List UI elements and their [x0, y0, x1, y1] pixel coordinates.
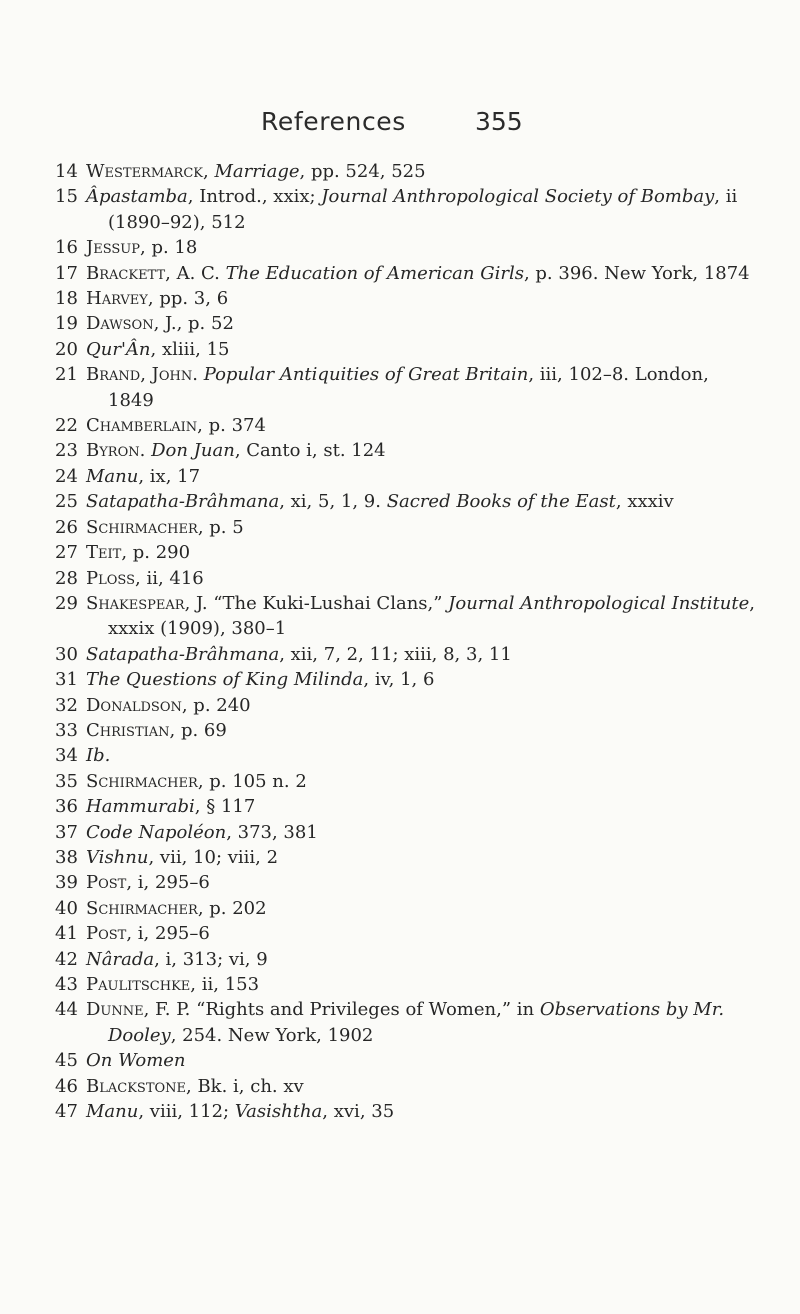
reference-entry: [55, 1048, 755, 1073]
reference-text: [86, 159, 755, 184]
author-name: Teit: [86, 542, 122, 564]
reference-text: [86, 870, 755, 895]
reference-number: 37: [55, 821, 78, 843]
reference-text: [86, 438, 755, 463]
reference-number: 26: [55, 516, 78, 538]
reference-entry: [55, 438, 755, 463]
reference-entry: [55, 413, 755, 438]
reference-text: [86, 997, 755, 1048]
reference-text: [86, 540, 755, 565]
reference-number: 46: [55, 1075, 78, 1097]
reference-number: 19: [55, 313, 78, 335]
citation-detail: , p. 52: [176, 313, 234, 335]
citation-detail: , i, 295–6: [126, 872, 210, 894]
reference-number: 39: [55, 872, 78, 894]
reference-list: [55, 159, 755, 1124]
citation-detail: , pp. 524, 525: [299, 161, 426, 182]
citation-detail: , ix, 17: [138, 465, 201, 487]
author-name: Westermarck: [86, 161, 203, 182]
title-italic: Satapatha-Brâhmana: [86, 643, 280, 665]
reference-entry: [55, 540, 755, 565]
author-name: Schirmacher: [86, 516, 198, 538]
citation-detail: , p. 5: [197, 516, 244, 538]
reference-entry: [55, 743, 755, 768]
citation-detail: , viii, 112;: [138, 1101, 235, 1123]
citation-detail: , xii, 7, 2, 11; xiii, 8, 3, 11: [279, 643, 512, 665]
citation-detail: , p. 69: [169, 719, 227, 741]
citation-detail: , Bk. i, ch. xv: [186, 1075, 304, 1097]
reference-text: [86, 845, 755, 870]
citation-detail: , p. 240: [181, 694, 251, 716]
citation-detail: , pp. 3, 6: [147, 288, 229, 310]
title-italic: Âpastamba: [86, 186, 188, 208]
reference-number: 27: [55, 542, 78, 564]
reference-entry: [55, 667, 755, 692]
citation-detail: , i, 313; vi, 9: [154, 948, 268, 970]
author-name: Jessup: [86, 237, 140, 259]
reference-text: [86, 1074, 755, 1099]
reference-text: [86, 489, 755, 514]
reference-text: [86, 642, 755, 667]
reference-text: [86, 235, 755, 260]
running-title: References: [261, 107, 406, 136]
citation-detail: , p. 105 n. 2: [197, 770, 307, 792]
author-name: Schirmacher: [86, 897, 198, 919]
reference-entry: [55, 311, 755, 336]
title-italic: Vishnu: [86, 846, 149, 868]
reference-text: [86, 947, 755, 972]
reference-number: 47: [55, 1101, 78, 1123]
reference-text: [86, 693, 755, 718]
reference-text: [86, 1099, 755, 1124]
citation-detail: , i, 295–6: [126, 923, 210, 945]
reference-number: 25: [55, 491, 78, 513]
reference-text: [86, 591, 755, 642]
reference-entry: [55, 693, 755, 718]
title-italic: Ib.: [86, 745, 111, 767]
reference-number: 21: [55, 364, 78, 386]
citation-detail: , iii, 102–8. London, 1849: [108, 364, 709, 411]
title-italic: The Education of American Girls: [225, 262, 524, 284]
title-italic: Hammurabi: [86, 796, 195, 818]
reference-text: [86, 337, 755, 362]
author-name: Chamberlain: [86, 415, 198, 437]
reference-number: 22: [55, 415, 78, 437]
reference-number: 45: [55, 1050, 78, 1072]
title-italic: Vasishtha: [234, 1101, 323, 1123]
citation-detail: , vii, 10; viii, 2: [148, 846, 279, 868]
citation-detail: , ii, 153: [190, 974, 260, 995]
reference-text: [86, 1048, 755, 1073]
reference-text: [86, 972, 755, 997]
reference-number: 17: [55, 262, 78, 284]
reference-number: 43: [55, 974, 78, 995]
author-name: Harvey: [86, 288, 148, 310]
citation-detail: , Introd., xxix;: [187, 186, 322, 208]
reference-number: 33: [55, 719, 78, 741]
title-italic: Popular Antiquities of Great Britain: [203, 364, 529, 386]
reference-entry: [55, 642, 755, 667]
title-italic: Marriage: [214, 161, 300, 182]
reference-text: [86, 896, 755, 921]
reference-entry: [55, 1099, 755, 1124]
reference-text: [86, 743, 755, 768]
author-name: Brand, John.: [86, 364, 198, 386]
reference-entry: [55, 896, 755, 921]
reference-entry: [55, 286, 755, 311]
reference-entry: [55, 159, 755, 184]
title-italic: Nârada: [86, 948, 155, 970]
title-italic: Qur'Ân: [86, 338, 151, 360]
reference-text: [86, 464, 755, 489]
reference-number: 24: [55, 465, 78, 487]
reference-entry: [55, 718, 755, 743]
page-number: 355: [475, 107, 523, 136]
reference-text: [86, 413, 755, 438]
reference-entry: [55, 337, 755, 362]
author-name: Post: [86, 872, 127, 894]
author-name: Paulitschke: [86, 974, 191, 995]
reference-entry: [55, 870, 755, 895]
reference-entry: [55, 845, 755, 870]
reference-entry: [55, 769, 755, 794]
reference-number: 29: [55, 592, 78, 614]
citation-detail: ,: [203, 161, 215, 182]
citation-detail: , p. 374: [197, 415, 266, 437]
title-italic: Don Juan: [151, 440, 235, 462]
citation-detail: , 373, 381: [226, 821, 318, 843]
reference-number: 42: [55, 948, 78, 970]
author-name: Christian: [86, 719, 170, 741]
reference-entry: [55, 362, 755, 413]
citation-detail: “The Kuki-Lushai Clans,”: [207, 592, 449, 614]
citation-detail: “Rights and Privileges of Women,” in: [190, 999, 540, 1021]
citation-detail: , xvi, 35: [322, 1101, 395, 1123]
citation-detail: , xxxiv: [615, 491, 674, 513]
title-italic: Observations by Mr. Dooley: [108, 999, 725, 1046]
reference-entry: [55, 972, 755, 997]
reference-entry: [55, 947, 755, 972]
reference-number: 40: [55, 897, 78, 919]
author-name: Shakespear, J.: [86, 592, 208, 614]
reference-entry: [55, 261, 755, 286]
title-italic: Manu: [86, 465, 139, 487]
reference-number: 16: [55, 237, 78, 259]
citation-detail: , ii (1890–92), 512: [108, 186, 738, 233]
reference-text: [86, 667, 755, 692]
author-name: Brackett, A. C.: [86, 262, 220, 284]
reference-entry: [55, 820, 755, 845]
citation-detail: , xi, 5, 1, 9.: [279, 491, 387, 513]
reference-text: [86, 515, 755, 540]
reference-number: 41: [55, 923, 78, 945]
reference-number: 18: [55, 288, 78, 310]
reference-number: 20: [55, 338, 78, 360]
author-name: Byron.: [86, 440, 146, 462]
reference-entry: [55, 997, 755, 1048]
page-header: [0, 107, 800, 147]
reference-text: [86, 794, 755, 819]
reference-text: [86, 362, 755, 413]
title-italic: Satapatha-Brâhmana: [86, 491, 280, 513]
reference-number: 36: [55, 796, 78, 818]
reference-text: [86, 718, 755, 743]
reference-entry: [55, 489, 755, 514]
citation-detail: , § 117: [194, 796, 256, 818]
author-name: Blackstone: [86, 1075, 187, 1097]
reference-number: 31: [55, 669, 78, 691]
reference-number: 30: [55, 643, 78, 665]
reference-number: 28: [55, 567, 78, 589]
reference-entry: [55, 464, 755, 489]
reference-number: 35: [55, 770, 78, 792]
reference-entry: [55, 591, 755, 642]
author-name: Dunne, F. P.: [86, 999, 191, 1021]
title-italic: The Questions of King Milinda: [86, 669, 364, 691]
title-italic: Journal Anthropological Institute: [448, 592, 750, 614]
reference-number: 23: [55, 440, 78, 462]
reference-entry: [55, 184, 755, 235]
reference-text: [86, 769, 755, 794]
author-name: Donaldson: [86, 694, 182, 716]
reference-text: [86, 184, 755, 235]
reference-entry: [55, 1074, 755, 1099]
reference-entry: [55, 921, 755, 946]
author-name: Schirmacher: [86, 770, 198, 792]
reference-entry: [55, 515, 755, 540]
citation-detail: , xxxix (1909), 380–1: [108, 592, 755, 640]
author-name: Dawson, J.: [86, 313, 177, 335]
reference-number: 44: [55, 999, 78, 1021]
citation-detail: , ii, 416: [135, 567, 204, 589]
reference-number: 15: [55, 186, 78, 208]
reference-number: 14: [55, 161, 78, 182]
reference-entry: [55, 566, 755, 591]
reference-text: [86, 921, 755, 946]
reference-entry: [55, 235, 755, 260]
reference-number: 38: [55, 846, 78, 868]
citation-detail: , xliii, 15: [150, 338, 230, 360]
author-name: Ploss: [86, 567, 135, 589]
reference-text: [86, 261, 755, 286]
citation-detail: , Canto i, st. 124: [234, 440, 386, 462]
reference-text: [86, 311, 755, 336]
title-italic: Manu: [86, 1101, 139, 1123]
citation-detail: , iv, 1, 6: [363, 669, 435, 691]
reference-text: [86, 820, 755, 845]
citation-detail: , p. 396. New York, 1874: [523, 262, 750, 284]
citation-detail: , 254. New York, 1902: [170, 1024, 374, 1046]
reference-text: [86, 286, 755, 311]
citation-detail: , p. 202: [197, 897, 267, 919]
citation-detail: , p. 18: [140, 237, 198, 259]
reference-text: [86, 566, 755, 591]
title-italic: Journal Anthropological Society of Bombay: [321, 186, 715, 208]
title-italic: On Women: [86, 1050, 186, 1072]
reference-number: 34: [55, 745, 78, 767]
title-italic: Code Napoléon: [86, 821, 227, 843]
reference-number: 32: [55, 694, 78, 716]
reference-entry: [55, 794, 755, 819]
author-name: Post: [86, 923, 127, 945]
title-italic: Sacred Books of the East: [386, 491, 616, 513]
citation-detail: , p. 290: [121, 542, 191, 564]
